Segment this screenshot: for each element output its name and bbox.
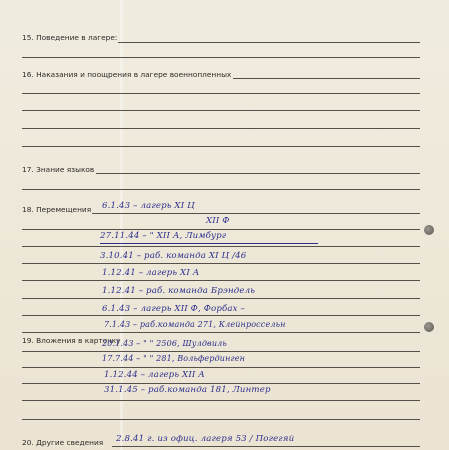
line	[233, 78, 420, 79]
line	[22, 263, 420, 264]
line	[22, 57, 420, 58]
line	[112, 446, 420, 447]
line	[22, 246, 420, 247]
movement-entry-7: 7.1.43 – раб.команда 271, Клейнроссельн	[104, 320, 286, 329]
line	[22, 146, 420, 147]
line	[118, 42, 420, 43]
line	[22, 383, 420, 384]
field-label-attachments: 19. Вложения в карточку	[22, 336, 121, 345]
movement-entry-3: 3.10.41 – раб. команда XI Ц /46	[100, 251, 247, 261]
punch-hole	[424, 322, 434, 332]
movement-entry-6: 6.1.43 – лагерь XII Ф, Форбах –	[102, 304, 245, 314]
line	[22, 189, 420, 190]
field-label-movements: 18. Перемещения	[22, 205, 92, 214]
field-label-behavior: 15. Поведение в лагере:	[22, 33, 118, 42]
movement-entry-2: 27.11.44 – " XII А, Лимбург	[100, 231, 227, 241]
line	[22, 110, 420, 111]
field-label-punishments: 16. Наказания и поощрения в лагере военнопленных	[22, 70, 232, 79]
line	[22, 315, 420, 316]
punch-hole	[424, 225, 434, 235]
line	[22, 400, 420, 401]
line	[22, 332, 420, 333]
movement-entry-5: 1.12.41 – раб. команда Брэндель	[102, 286, 256, 296]
underline-stroke	[100, 243, 318, 244]
line	[22, 280, 420, 281]
line	[22, 367, 420, 368]
field-label-other: 20. Другие сведения	[22, 438, 104, 447]
line	[96, 173, 420, 174]
movement-entry-1b: XII Ф	[206, 216, 230, 226]
line	[22, 128, 420, 129]
movement-entry-10: 1.12.44 – лагерь XII А	[104, 370, 205, 380]
line	[22, 229, 420, 230]
line	[22, 93, 420, 94]
other-entry-1: 2.8.41 г. из офиц. лагеря 53 / Погегяй	[116, 434, 295, 444]
line	[22, 419, 420, 420]
line	[22, 351, 420, 352]
movement-entry-9: 17.7.44 – " " 281, Вольфердинген	[102, 354, 246, 363]
movement-entry-8: 20.1.43 – " " 2506, Шулдвиль	[102, 339, 227, 348]
line	[22, 298, 420, 299]
field-label-languages: 17. Знание языков	[22, 165, 95, 174]
line	[92, 213, 420, 214]
movement-entry-11: 31.1.45 – раб.команда 181, Линтер	[104, 385, 271, 395]
movement-entry-1: 6.1.43 – лагерь XI Ц	[102, 201, 195, 211]
movement-entry-4: 1.12.41 – лагерь XI А	[102, 268, 200, 278]
